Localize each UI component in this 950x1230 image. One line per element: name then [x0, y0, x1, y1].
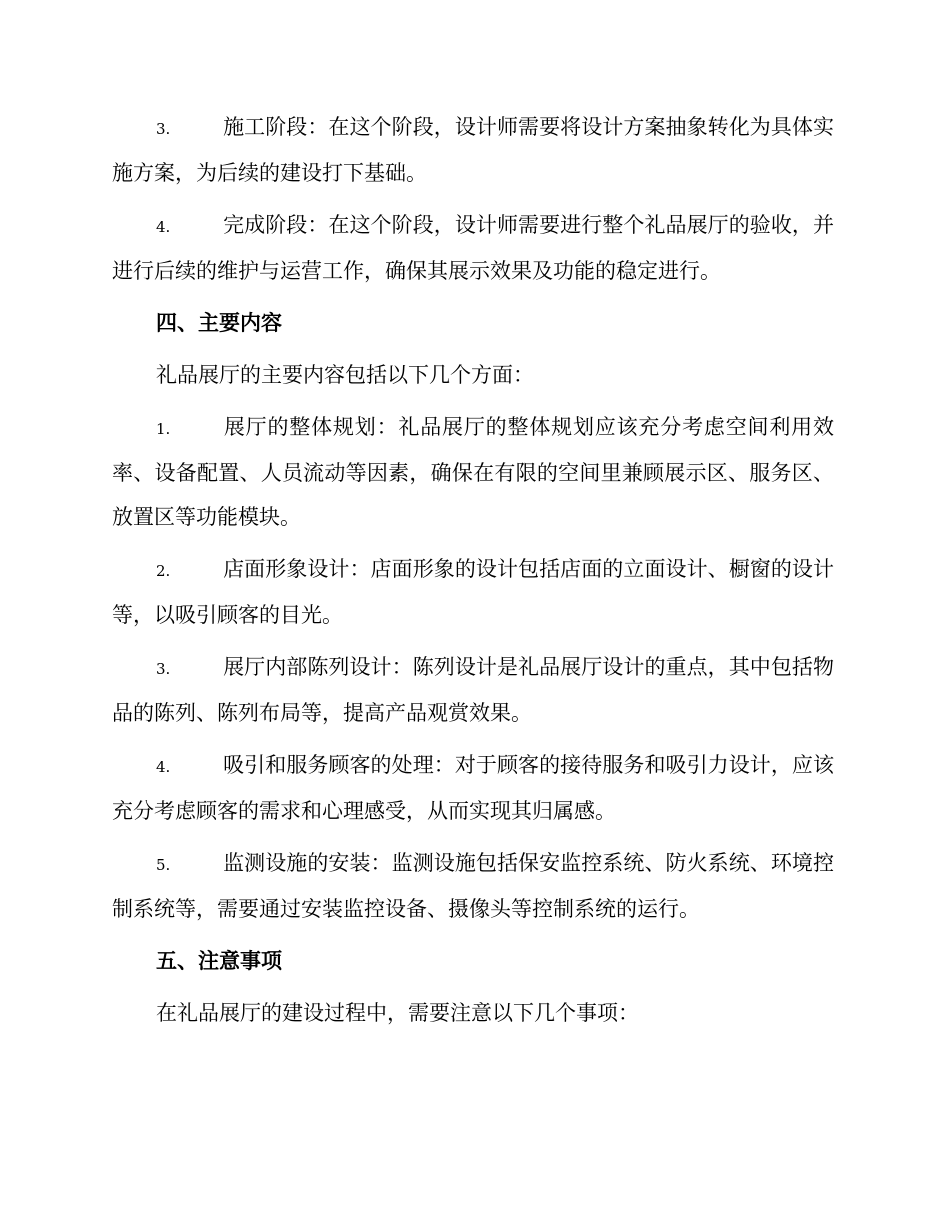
section-intro-notes: 在礼品展厅的建设过程中，需要注意以下几个事项： [156, 1001, 639, 1025]
list-number: 4. [156, 758, 171, 776]
list-number: 2. [156, 562, 171, 580]
list-item-text: 监测设施的安装：监测设施包括保安监控系统、防火系统、环境控制系统等，需要通过安装监控设备、摄像头等控制系统的运行。 [112, 851, 834, 921]
list-number: 3. [156, 660, 171, 678]
list-number: 3. [156, 120, 171, 138]
list-item-text: 展厅内部陈列设计：陈列设计是礼品展厅设计的重点，其中包括物品的陈列、陈列布局等，提高产品观赏效果。 [112, 655, 834, 725]
list-item-content-3 [112, 645, 834, 735]
document-page [112, 105, 834, 1043]
list-number: 4. [156, 218, 171, 236]
section-intro-main-content: 礼品展厅的主要内容包括以下几个方面： [156, 363, 534, 387]
list-number: 1. [156, 420, 171, 438]
list-item-stage-4 [112, 203, 834, 293]
list-item-content-1 [112, 405, 834, 539]
list-item-text: 展厅的整体规划：礼品展厅的整体规划应该充分考虑空间利用效率、设备配置、人员流动等因素，确保在有限的空间里兼顾展示区、服务区、放置区等功能模块。 [112, 415, 834, 529]
section-heading-notes: 五、注意事项 [156, 948, 282, 973]
list-item-text: 施工阶段：在这个阶段，设计师需要将设计方案抽象转化为具体实施方案，为后续的建设打下基础。 [112, 115, 834, 185]
list-item-text: 吸引和服务顾客的处理：对于顾客的接待服务和吸引力设计，应该充分考虑顾客的需求和心理感受，从而实现其归属感。 [112, 753, 834, 823]
list-number: 5. [156, 856, 171, 874]
list-item-content-4 [112, 743, 834, 833]
list-item-content-2 [112, 547, 834, 637]
list-item-stage-3 [112, 105, 834, 195]
list-item-text: 店面形象设计：店面形象的设计包括店面的立面设计、橱窗的设计等，以吸引顾客的目光。 [112, 557, 834, 627]
list-item-text: 完成阶段：在这个阶段，设计师需要进行整个礼品展厅的验收，并进行后续的维护与运营工作，确保其展示效果及功能的稳定进行。 [112, 213, 834, 283]
list-item-content-5 [112, 841, 834, 931]
section-heading-main-content: 四、主要内容 [156, 310, 282, 335]
